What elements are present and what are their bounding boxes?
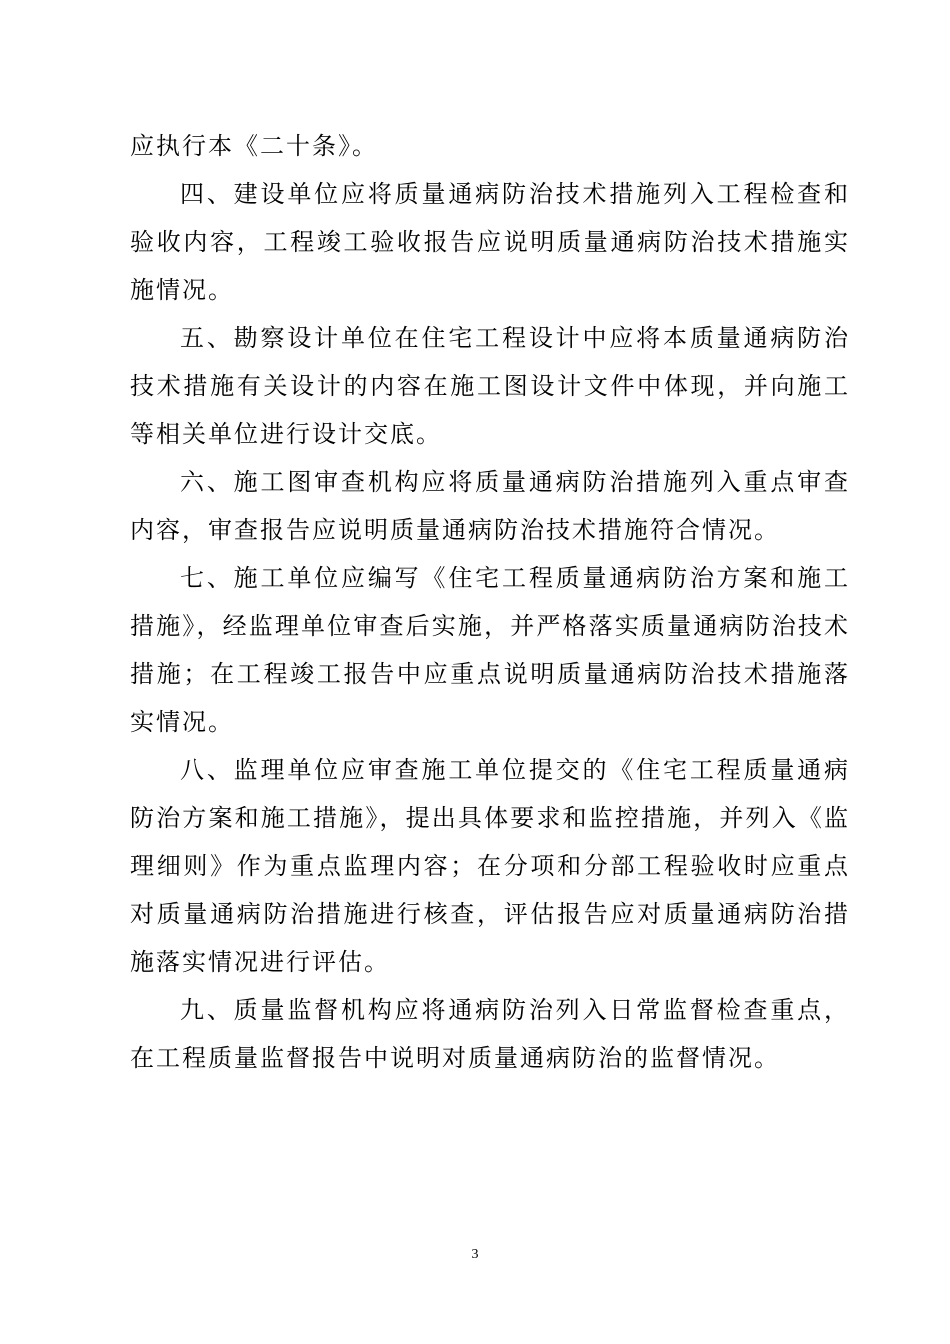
document-body	[130, 122, 850, 1082]
paragraph-item-5: 五、勘察设计单位在住宅工程设计中应将本质量通病防治技术措施有关设计的内容在施工图设计文件中体现，并向施工等相关单位进行设计交底。	[130, 324, 850, 448]
paragraph-continuation: 应执行本《二十条》。	[130, 132, 378, 160]
paragraph-item-9: 九、质量监督机构应将通病防治列入日常监督检查重点，在工程质量监督报告中说明对质量通病防治的监督情况。	[130, 996, 850, 1072]
paragraph-item-6: 六、施工图审查机构应将质量通病防治措施列入重点审查内容，审查报告应说明质量通病防治技术措施符合情况。	[130, 468, 850, 544]
paragraph-item-7: 七、施工单位应编写《住宅工程质量通病防治方案和施工措施》，经监理单位审查后实施，并严格落实质量通病防治技术措施；在工程竣工报告中应重点说明质量通病防治技术措施落实情况。	[130, 564, 850, 736]
paragraph-item-4: 四、建设单位应将质量通病防治技术措施列入工程检查和验收内容，工程竣工验收报告应说明质量通病防治技术措施实施情况。	[130, 180, 850, 304]
paragraph-item-8: 八、监理单位应审查施工单位提交的《住宅工程质量通病防治方案和施工措施》，提出具体要求和监控措施，并列入《监理细则》作为重点监理内容；在分项和分部工程验收时应重点对质量通病防治措施进行核查，评估报告应对质量通病防治措施落实情况进行评估。	[130, 756, 850, 976]
page-number: 3	[471, 1247, 479, 1262]
